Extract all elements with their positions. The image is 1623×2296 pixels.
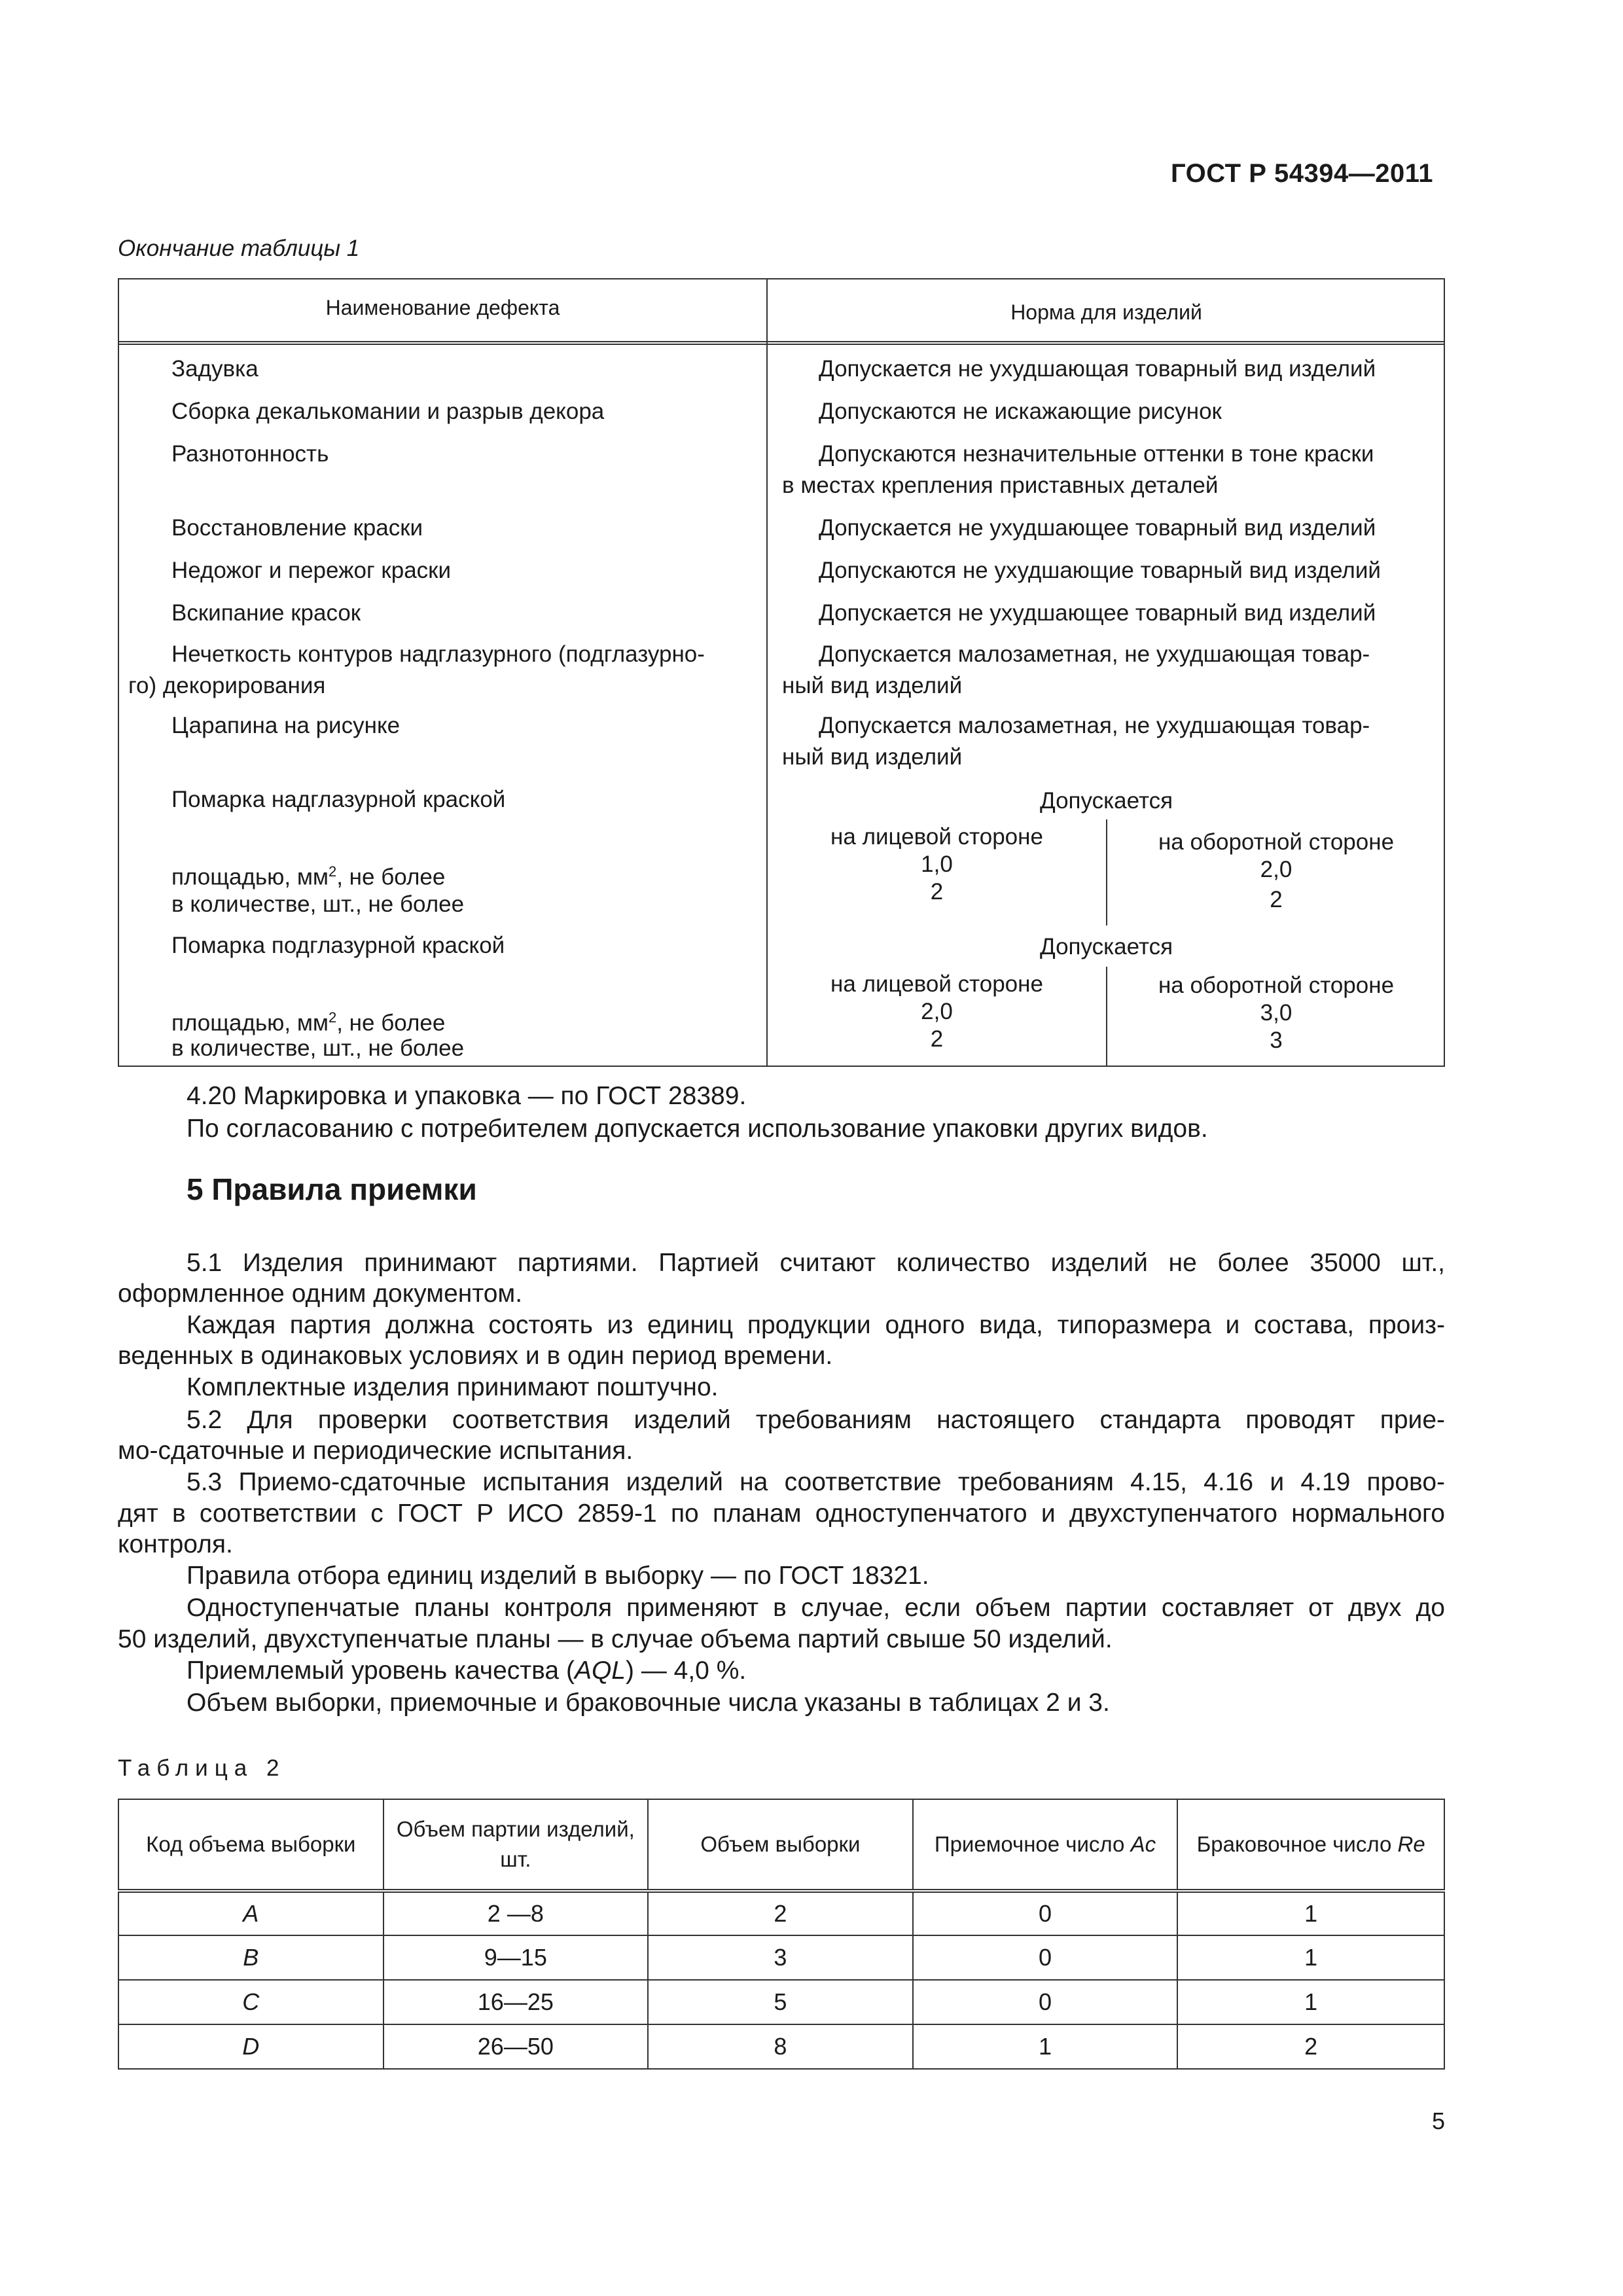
defect-name: Задувка: [171, 356, 259, 382]
cell-re: 1: [1177, 1980, 1444, 2024]
header-lot-size: Объем партии изделий, шт.: [383, 1799, 649, 1891]
table-row: [118, 1891, 1444, 1935]
allowed-label: Допускается: [1039, 788, 1173, 814]
back-area-value: 2,0: [1260, 857, 1293, 882]
cell-code: D: [118, 2024, 383, 2069]
cell-code: A: [118, 1891, 383, 1935]
header-acceptance: Приемочное число Ac: [913, 1799, 1178, 1891]
paragraph-4-20: 4.20 Маркировка и упаковка — по ГОСТ 28389.: [187, 1082, 747, 1110]
defect-norm: ный вид изделий: [782, 744, 963, 770]
cell-ac: 0: [913, 1935, 1178, 1980]
cell-re: 1: [1177, 1935, 1444, 1980]
paragraph-5-3: Одноступенчатые планы контроля применяют в случае, если объем партии составляет от двух до: [187, 1594, 1445, 1622]
cell-sample: 2: [648, 1891, 913, 1935]
defect-name: Нечеткость контуров надглазурного (подглазурно-: [171, 641, 705, 667]
count-label: в количестве, шт., не более: [171, 891, 465, 917]
paragraph-5-2: 5.2 Для проверки соответствия изделий требованиям настоящего стандарта проводят прие-: [187, 1406, 1445, 1434]
paragraph-5-3-aql: Приемлемый уровень качества (AQL) — 4,0 %.: [187, 1657, 747, 1685]
cell-lot: 26—50: [383, 2024, 649, 2069]
front-count-value: 2: [930, 1026, 944, 1052]
header-sample-size: Объем выборки: [648, 1799, 913, 1891]
defect-norm: Допускается малозаметная, не ухудшающая товар-: [819, 641, 1370, 667]
cell-re: 1: [1177, 1891, 1444, 1935]
paragraph-5-1: оформленное одним документом.: [118, 1280, 523, 1308]
defect-norm: Допускаются не искажающие рисунок: [819, 399, 1222, 424]
defect-norm: Допускается не ухудшающее товарный вид изделий: [819, 515, 1376, 541]
paragraph-4-20-note: По согласованию с потребителем допускается использование упаковки других видов.: [187, 1115, 1208, 1143]
back-count-value: 2: [1270, 887, 1283, 912]
defect-norm: Допускаются незначительные оттенки в тоне краски: [819, 441, 1374, 467]
paragraph-5-1: веденных в одинаковых условиях и в один период времени.: [118, 1342, 833, 1370]
defect-name: Помарка надглазурной краской: [171, 787, 506, 812]
header-rejection: Браковочное число Re: [1177, 1799, 1444, 1891]
front-side-label: на лицевой стороне: [830, 824, 1043, 850]
defect-name: Разнотонность: [171, 441, 329, 467]
defect-name: Царапина на рисунке: [171, 713, 401, 738]
count-label: в количестве, шт., не более: [171, 1035, 465, 1061]
back-area-value: 3,0: [1260, 1000, 1293, 1026]
table1: [118, 278, 1445, 1067]
table1-caption: Окончание таблицы 1: [118, 236, 360, 261]
back-count-value: 3: [1270, 1028, 1283, 1053]
defect-norm: ный вид изделий: [782, 673, 963, 698]
page-number: 5: [1431, 2108, 1445, 2134]
defect-name: Вскипание красок: [171, 600, 361, 626]
cell-ac: 0: [913, 1980, 1178, 2024]
back-side-label: на оборотной стороне: [1158, 973, 1395, 998]
defect-norm: Допускается не ухудшающее товарный вид изделий: [819, 600, 1376, 626]
defect-name: Помарка подглазурной краской: [171, 933, 505, 958]
section-heading: 5 Правила приемки: [187, 1172, 477, 1206]
table1-header-norm: Норма для изделий: [1010, 300, 1202, 324]
front-area-value: 2,0: [921, 999, 953, 1024]
table-row: [118, 1980, 1444, 2024]
defect-name: Недожог и пережог краски: [171, 558, 452, 583]
defect-norm: Допускается не ухудшающая товарный вид изделий: [819, 356, 1376, 382]
area-label: площадью, $мм^2$, не более: [171, 1009, 446, 1036]
front-count-value: 2: [930, 879, 944, 905]
paragraph-5-3: дят в соответствии с ГОСТ Р ИСО 2859-1 по планам одноступенчатого и двухступенчатого нормального: [118, 1499, 1445, 1528]
paragraph-5-3: 5.3 Приемо-сдаточные испытания изделий на соответствие требованиям 4.15, 4.16 и 4.19 прово-: [187, 1468, 1445, 1496]
defect-name: Восстановление краски: [171, 515, 423, 541]
defect-norm: в местах крепления приставных деталей: [782, 473, 1219, 498]
table2-caption: Таблица 2: [118, 1755, 286, 1781]
cell-lot: 16—25: [383, 1980, 649, 2024]
front-area-value: 1,0: [921, 852, 953, 877]
paragraph-5-3: контроля.: [118, 1530, 233, 1558]
paragraph-5-3: Правила отбора единиц изделий в выборку — по ГОСТ 18321.: [187, 1562, 929, 1590]
paragraph-5-1: Каждая партия должна состоять из единиц продукции одного вида, типоразмера и состава, произ-: [187, 1311, 1445, 1339]
paragraph-5-3: 50 изделий, двухступенчатые планы — в случае объема партий свыше 50 изделий.: [118, 1625, 1113, 1653]
defect-norm: Допускается малозаметная, не ухудшающая товар-: [819, 713, 1370, 738]
cell-lot: 9—15: [383, 1935, 649, 1980]
back-side-label: на оборотной стороне: [1158, 829, 1395, 855]
defect-norm: Допускаются не ухудшающие товарный вид изделий: [819, 558, 1381, 583]
paragraph-5-1: 5.1 Изделия принимают партиями. Партией считают количество изделий не более 35000 шт.,: [187, 1249, 1445, 1277]
table1-header-defect: Наименование дефекта: [325, 296, 560, 319]
header-sample-code: Код объема выборки: [118, 1799, 383, 1891]
cell-re: 2: [1177, 2024, 1444, 2069]
cell-sample: 8: [648, 2024, 913, 2069]
front-side-label: на лицевой стороне: [830, 971, 1043, 997]
table2: [118, 1799, 1445, 2070]
defect-name: Сборка декалькомании и разрыв декора: [171, 399, 605, 424]
paragraph-5-2: мо-сдаточные и периодические испытания.: [118, 1437, 633, 1465]
document-header: ГОСТ Р 54394—2011: [1171, 159, 1433, 188]
cell-sample: 5: [648, 1980, 913, 2024]
cell-ac: 1: [913, 2024, 1178, 2069]
cell-code: B: [118, 1935, 383, 1980]
paragraph-5-1: Комплектные изделия принимают поштучно.: [187, 1373, 719, 1401]
paragraph-5-3: Объем выборки, приемочные и браковочные числа указаны в таблицах 2 и 3.: [187, 1689, 1110, 1717]
table-row: [118, 2024, 1444, 2069]
defect-name: го) декорирования: [128, 673, 326, 698]
table1-header-divider: [119, 341, 1444, 345]
area-label: площадью, $мм^2$, не более: [171, 863, 446, 890]
table-row: [118, 1935, 1444, 1980]
allowed-label: Допускается: [1039, 934, 1173, 960]
cell-code: C: [118, 1980, 383, 2024]
table2-header-row: [118, 1799, 1444, 1891]
cell-lot: 2 —8: [383, 1891, 649, 1935]
cell-ac: 0: [913, 1891, 1178, 1935]
cell-sample: 3: [648, 1935, 913, 1980]
